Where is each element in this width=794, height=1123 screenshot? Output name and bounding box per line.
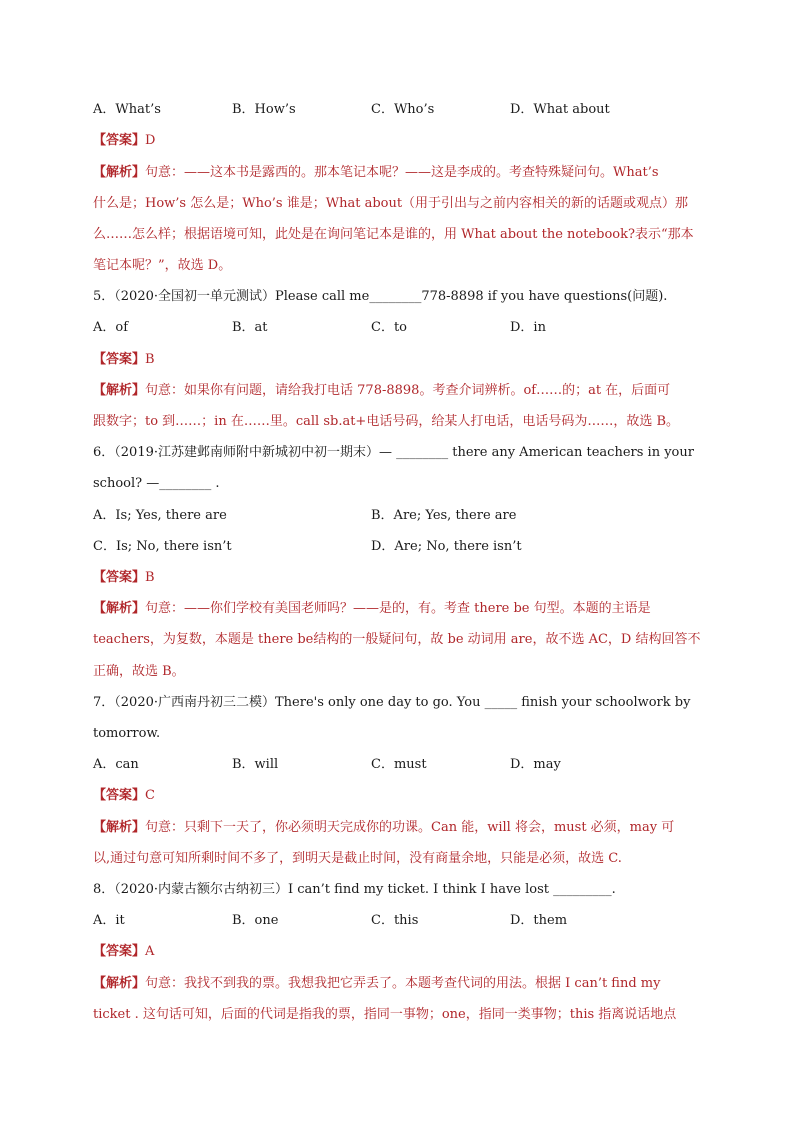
q6-option-b: B．Are; Yes, there are [371, 508, 517, 523]
q7-stem: tomorrow. [93, 726, 161, 741]
q7-option-a: A．can [93, 757, 139, 772]
q8-answer: 【答案】A [93, 944, 155, 959]
q7-analysis-line: 【解析】句意：只剩下一天了，你必须明天完成你的功课。Can 能，will 将会，must 必须，may 可 [93, 820, 675, 835]
q6-stem: 6．（2019·江苏建邺南师附中新城初中初一期末）— ________ there any American teachers in your [93, 445, 694, 460]
q6-answer: 【答案】B [93, 570, 155, 585]
q5-option-c: C．to [371, 320, 407, 335]
q6-option-a: A．Is; Yes, there are [93, 508, 227, 523]
q5-option-a: A．of [93, 320, 129, 335]
q8-option-a: A．it [93, 913, 125, 928]
q8-option-d: D．them [510, 913, 568, 928]
q5-analysis-line: 【解析】句意：如果你有问题，请给我打电话 778-8898。考查介词辨析。of……的；at 在，后面可 [93, 383, 671, 398]
q4-analysis-line: 么……怎么样；根据语境可知，此处是在询问笔记本是谁的，用 What about the notebook?表示“那本 [93, 227, 694, 242]
q5-answer: 【答案】B [93, 352, 155, 367]
q5-option-d: D．in [510, 320, 546, 335]
q7-option-b: B．will [232, 757, 279, 772]
q7-stem: 7．（2020·广西南丹初三二模）There's only one day to go. You _____ finish your schoolwork by [93, 695, 691, 710]
q7-option-c: C．must [371, 757, 427, 772]
q6-analysis-line: 【解析】句意：——你们学校有美国老师吗？——是的，有。考查 there be 句型。本题的主语是 [93, 601, 651, 616]
q4-analysis-line: 笔记本呢？”，故选 D。 [93, 258, 232, 273]
q8-stem: 8．（2020·内蒙古额尔古纳初三）I can’t find my ticket. I think I have lost _________. [93, 882, 616, 897]
q4-analysis-line: 什么是；How’s 怎么是；Who’s 谁是；What about（用于引出与之前内容相关的新的话题或观点）那 [93, 196, 689, 211]
q7-answer: 【答案】C [93, 788, 155, 803]
q6-option-c: C．Is; No, there isn’t [93, 539, 232, 554]
q6-analysis-line: teachers，为复数，本题是 there be结构的一般疑问句，故 be 动词用 are，故不选 AC，D 结构回答不 [93, 632, 701, 647]
q8-option-b: B．one [232, 913, 279, 928]
q8-analysis-line: ticket . 这句话可知，后面的代词是指我的票，指同一事物；one，指同一类事物；this 指离说话地点 [93, 1007, 677, 1022]
q4-option-d: D．What about [510, 102, 610, 117]
q5-analysis-line: 跟数字；to 到……；in 在……里。call sb.at+电话号码，给某人打电话，电话号码为……，故选 B。 [93, 414, 680, 429]
q6-stem: school? —________ . [93, 476, 220, 491]
q8-analysis-line: 【解析】句意：我找不到我的票。我想我把它弄丢了。本题考查代词的用法。根据 I can’t find my [93, 976, 661, 991]
q5-option-b: B．at [232, 320, 268, 335]
q6-analysis-line: 正确，故选 B。 [93, 664, 185, 679]
q7-option-d: D．may [510, 757, 561, 772]
q4-option-a: A．What’s [93, 102, 161, 117]
q8-option-c: C．this [371, 913, 419, 928]
q4-analysis-line: 【解析】句意：——这本书是露西的。那本笔记本呢？——这是李成的。考查特殊疑问句。What’s [93, 165, 659, 180]
q4-answer: 【答案】D [93, 133, 156, 148]
q6-option-d: D．Are; No, there isn’t [371, 539, 522, 554]
q5-stem: 5．（2020·全国初一单元测试）Please call me________778-8898 if you have questions(问题). [93, 289, 668, 304]
q7-analysis-line: 以,通过句意可知所剩时间不多了，到明天是截止时间，没有商量余地，只能是必须，故选 C. [93, 851, 622, 866]
q4-option-c: C．Who’s [371, 102, 435, 117]
q4-option-b: B．How’s [232, 102, 296, 117]
